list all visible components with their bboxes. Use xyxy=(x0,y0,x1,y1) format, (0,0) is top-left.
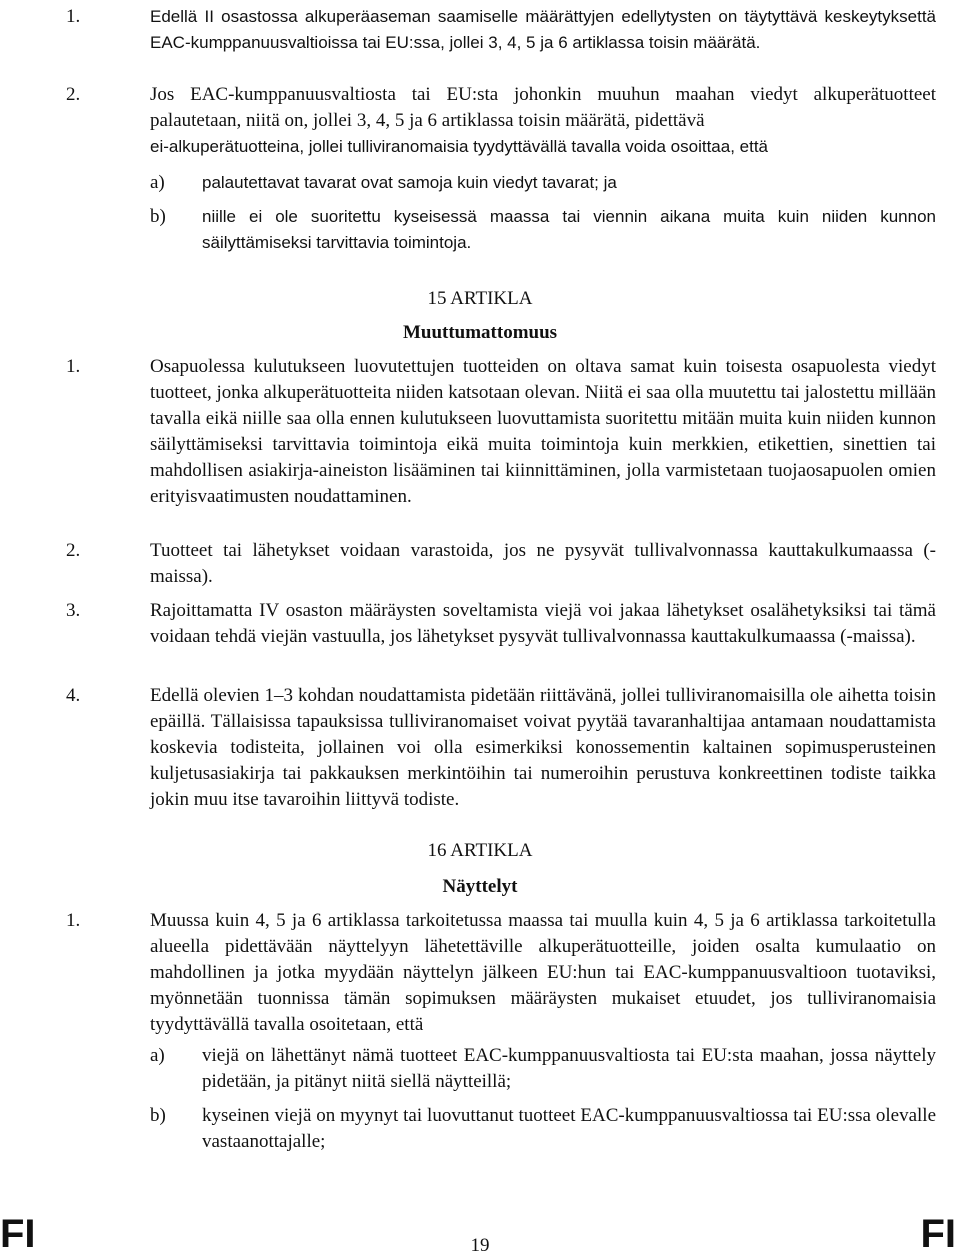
page-number: 19 xyxy=(470,1235,490,1256)
paragraph-number: 1. xyxy=(66,6,81,27)
paragraph-text: Jos EAC-kumppanuusvaltiosta tai EU:sta johonkin muuhun maahan viedyt alkuperätuotteet palautetaan, niitä on, jollei 3, 4, 5 ja 6 artiklassa toisin määrätä, pidettävä xyxy=(150,84,936,131)
list-item-letter: b) xyxy=(150,1105,166,1126)
paragraph-text: Tuotteet tai lähetykset voidaan varastoida, jos ne pysyvät tullivalvonnassa kauttakulkumaassa (-maissa). xyxy=(150,540,936,587)
list-item-letter: b) xyxy=(150,206,166,227)
article-15-number: 15 ARTIKLA xyxy=(427,288,533,309)
list-item-letter: a) xyxy=(150,1045,165,1066)
list-item-text: palautettavat tavarat ovat samoja kuin viedyt tavarat; ja xyxy=(202,173,617,192)
paragraph-number: 1. xyxy=(66,356,81,377)
paragraph-text: Osapuolessa kulutukseen luovutettujen tuotteiden on oltava samat kuin toisesta osapuolesta viedyt tuotteet, jonka alkuperätuotteita niiden katsotaan olevan. Niitä ei saa olla muutettu tai jalostettu millään tavalla eikä niille saa olla ennen kulutukseen luovuttamista suoritettu mitään muita kuin niiden kunnon säilyttämiseksi tarvittavia toimintoja eikä muita toimintoja kuin merkkien, etikettien, sinettien tai mahdollisen asiakirja-aineiston lisääminen tai kiinnittäminen, jolla varmistetaan tuojaosapuolen omien erityisvaatimusten noudattaminen. xyxy=(150,356,936,507)
footer-language-code-left: FI xyxy=(0,1212,36,1256)
article-16-number: 16 ARTIKLA xyxy=(427,840,533,861)
list-item-text: viejä on lähettänyt nämä tuotteet EAC-kumppanuusvaltiosta tai EU:sta maahan, jossa näyttely pidetään, ja pitänyt niitä siellä näytteillä; xyxy=(202,1045,936,1092)
article-16-title: Näyttelyt xyxy=(442,876,518,897)
list-item-text: niille ei ole suoritettu kyseisessä maassa tai viennin aikana muita kuin niiden kunnon säilyttämiseksi tarvittavia toimintoja. xyxy=(202,207,936,252)
list-item-letter: a) xyxy=(150,172,165,193)
paragraph-text: Muussa kuin 4, 5 ja 6 artiklassa tarkoitetussa maassa tai muulla kuin 4, 5 ja 6 artiklassa tarkoitetulla alueella pidettävään näyttelyyn lähetettäville alkuperätuotteille, joiden osalta kumulaatio on mahdollinen ja jotka myydään näyttelyn jälkeen EU:hun tai EAC-kumppanuusvaltioon tuotaviksi, myönnetään tuonnissa tämän sopimuksen määräysten mukaiset etuudet, jos tulliviranomaisia tyydyttävällä tavalla osoitetaan, että xyxy=(150,910,936,1035)
list-item-text: kyseinen viejä on myynyt tai luovuttanut tuotteet EAC-kumppanuusvaltiossa tai EU:ssa olevalle vastaanottajalle; xyxy=(202,1105,936,1152)
paragraph-text: Edellä olevien 1–3 kohdan noudattamista pidetään riittävänä, jollei tulliviranomaisilla ole aihetta toisin epäillä. Tällaisissa tapauksissa tulliviranomaiset voivat pyytää tavaranhaltijaa antamaan noudattamista koskevia todisteita, jollainen voi olla esimerkiksi konossementin kaltainen sopimusperusteinen kuljetusasiakirja tai pakkauksen merkintöihin tai numeroihin perustuva konkreettinen todiste taikka jokin muu itse tavaroihin liittyvä todiste. xyxy=(150,685,936,810)
paragraph-number: 4. xyxy=(66,685,81,706)
paragraph-number: 2. xyxy=(66,540,81,561)
paragraph-number: 3. xyxy=(66,600,81,621)
article-15-title: Muuttumattomuus xyxy=(402,322,558,343)
paragraph-number: 2. xyxy=(66,84,81,105)
paragraph-text-continued: ei-alkuperätuotteina, jollei tulliviranomaisia tyydyttävällä tavalla voida osoittaa, että xyxy=(150,137,769,156)
footer-language-code-right: FI xyxy=(920,1212,956,1256)
paragraph-text: Rajoittamatta IV osaston määräysten soveltamista viejä voi jakaa lähetykset osalähetyksiksi tai tämä voidaan tehdä viejän vastuulla, jos lähetykset pysyvät tullivalvonnassa kauttakulkumaassa (-maissa). xyxy=(150,600,936,647)
paragraph-text: Edellä II osastossa alkuperäaseman saamiselle määrättyjen edellytysten on täytyttävä keskeytyksettä EAC-kumppanuusvaltioissa tai EU:ssa, jollei 3, 4, 5 ja 6 artiklassa toisin määrätä. xyxy=(150,7,936,52)
paragraph-number: 1. xyxy=(66,910,81,931)
